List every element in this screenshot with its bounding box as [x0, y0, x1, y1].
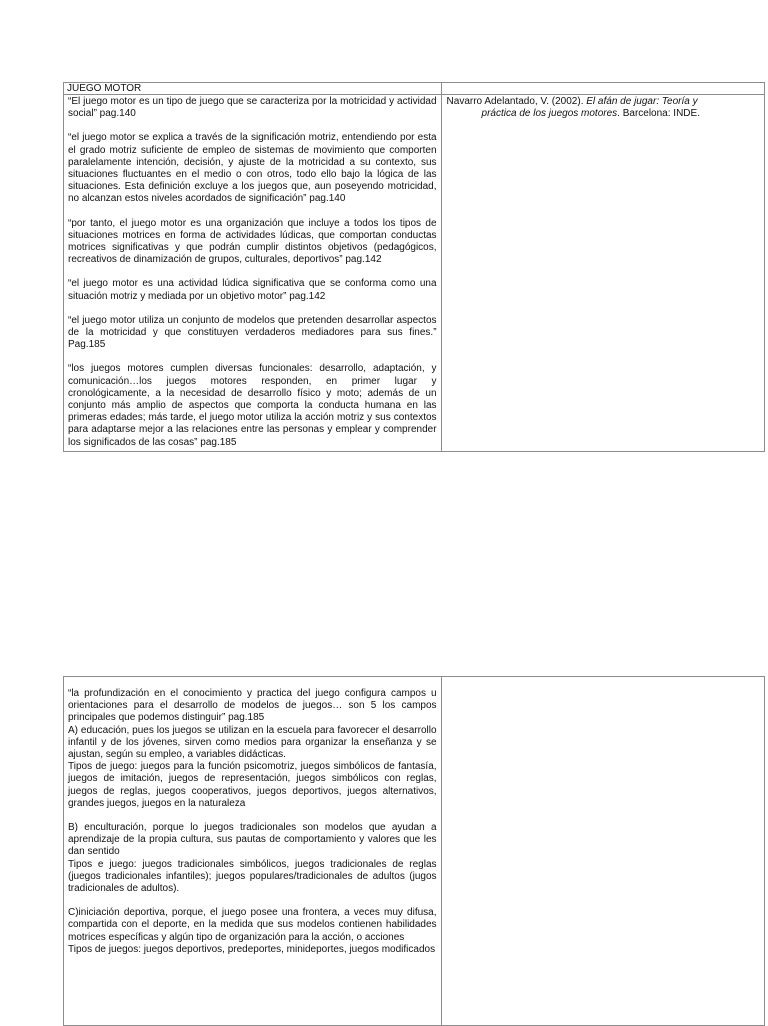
table-header-cell: JUEGO MOTOR: [64, 83, 442, 95]
quote-paragraph: “el juego motor es una actividad lúdica significativa que se conforma como una situación motriz y mediada por un objetivo motor” pag.142: [68, 278, 437, 302]
field-c-text: C)iniciación deportiva, porque, el juego posee una frontera, a veces muy difusa, compartida con el deporte, en la medida que sus modelos contienen habilidades motrices específicas y algún tipo de organización para la acción, o acciones: [68, 907, 437, 943]
table-header-row: [64, 83, 765, 95]
quote-paragraph: “el juego motor utiliza un conjunto de modelos que pretenden desarrollar aspectos de la motricidad y que constituyen verdaderos mediadores para sus fines.” Pag.185: [68, 314, 437, 351]
quote-paragraph: “El juego motor es un tipo de juego que se caracteriza por la motricidad y actividad social” pag.140: [68, 96, 437, 120]
quotes-table-2: [63, 676, 765, 1026]
quotes-cell: [64, 95, 442, 452]
quote-paragraph: “los juegos motores cumplen diversas funcionales: desarrollo, adaptación, y comunicación…los juegos motores responden, en primer lugar y cronológicamente, a la necesidad de desarrollo físico y moto; además de un conjunto más amplio de aspectos que comporta la conducta humana en las primeras edades; más tarde, el juego motor utiliza la acción motriz y sus contextos para adaptarse mejor a las relaciones entre las personas y emplear y comprender los significados de las cosas” pag.185: [68, 363, 437, 448]
reference-author: Navarro Adelantado, V. (2002).: [446, 96, 587, 107]
field-c-block: [68, 907, 437, 956]
quote-paragraph: “el juego motor se explica a través de la significación motriz, entendiendo por esta el grado motriz suficiente de empleo de sistemas de movimiento que comporten paralelamente intención, decisión, y ajuste de la motricidad a su contexto, sus situaciones fluctuantes en el medio o con otros, todo ello bajo la lógica de las situaciones. Esta definición excluye a los juegos que, aun poseyendo motricidad, no alcanzan estos niveles acordados de significación” pag.140: [68, 132, 437, 205]
reference-title-part1: El afán de jugar: Teoría y: [586, 96, 698, 107]
quote-paragraph: “por tanto, el juego motor es una organización que incluye a todos los tipos de situaciones motrices en forma de actividades lúdicas, que comportan conductas motrices significativas y que podrán cumplir distintos objetivos (pedagógicos, recreativos de dinamización de grupos, culturales, deportivos” pag.142: [68, 217, 437, 266]
reference-cell: [441, 95, 764, 452]
quotes-table-1: [63, 82, 765, 452]
field-b-types: Tipos e juego: juegos tradicionales simbólicos, juegos tradicionales de reglas (juegos tradicionales infantiles); juegos populares/tradicionales de adultos (jugos tradicionales de adultos).: [68, 858, 437, 895]
fields-cell: [64, 677, 442, 1026]
intro-block: [68, 688, 437, 810]
field-b-block: [68, 822, 437, 895]
empty-reference-cell: [441, 677, 764, 1026]
table-header-empty-cell: [441, 83, 764, 95]
reference-publisher: . Barcelona: INDE.: [617, 108, 700, 120]
table-row: [64, 95, 765, 452]
field-a-text: A) educación, pues los juegos se utilizan en la escuela para favorecer el desarrollo infantil y de los jóvenes, sirven como medios para organizar la enseñanza y se ajustan, según su empleo, a variables didácticas.: [68, 724, 437, 761]
reference-line-2: [447, 108, 759, 120]
field-b-text: B) enculturación, porque lo juegos tradicionales son modelos que ayudan a aprendizaje de la propia cultura, sus pautas de comportamiento y valores que les dan sentido: [68, 822, 437, 858]
table-row: [64, 677, 765, 1026]
reference-title-part2: práctica de los juegos motores: [481, 108, 618, 120]
field-a-types: Tipos de juego: juegos para la función psicomotriz, juegos simbólicos de fantasía, juegos de imitación, juegos de representación, juegos simbólicos con reglas, juegos de reglas, juegos cooperativos, juegos deportivos, juegos alternativos, grandes juegos, juegos en la naturaleza: [68, 761, 437, 809]
field-c-types: Tipos de juegos: juegos deportivos, predeportes, minideportes, juegos modificados: [68, 943, 436, 955]
intro-quote: “la profundización en el conocimiento y practica del juego configura campos u orientaciones para el desarrollo de modelos de juegos… son 5 los campos principales que podemos distinguir” pag.185: [68, 688, 437, 724]
